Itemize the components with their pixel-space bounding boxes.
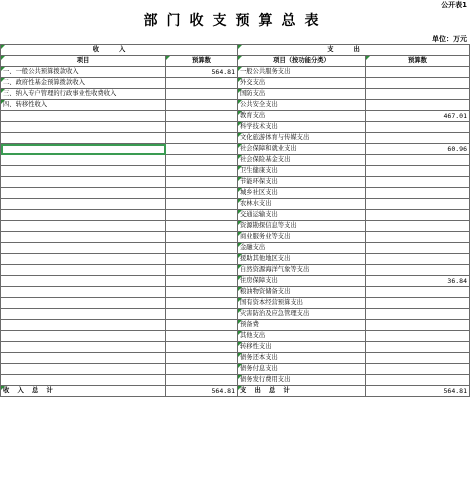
- income-budget-cell[interactable]: [166, 265, 238, 276]
- expense-budget-cell[interactable]: 467.01: [366, 111, 470, 122]
- expense-item-cell[interactable]: 资源勘探信息等支出: [238, 221, 366, 232]
- income-budget-cell[interactable]: [166, 309, 238, 320]
- expense-budget-cell[interactable]: [366, 78, 470, 89]
- expense-budget-header[interactable]: 预算数: [366, 56, 470, 67]
- expense-item-cell[interactable]: 一般公共服务支出: [238, 67, 366, 78]
- expense-budget-cell[interactable]: [366, 89, 470, 100]
- income-total-value[interactable]: 564.81: [166, 386, 238, 397]
- income-item-cell[interactable]: [1, 375, 166, 386]
- income-budget-cell[interactable]: [166, 342, 238, 353]
- income-budget-cell[interactable]: [166, 331, 238, 342]
- table-row: [1, 265, 470, 276]
- expense-budget-cell[interactable]: [366, 188, 470, 199]
- table-row: [1, 243, 470, 254]
- income-item-cell[interactable]: [1, 342, 166, 353]
- income-item-cell[interactable]: 四、转移性收入: [1, 100, 166, 111]
- expense-item-cell[interactable]: 金融支出: [238, 243, 366, 254]
- table-row: [1, 133, 470, 144]
- table-row: [1, 188, 470, 199]
- income-budget-cell[interactable]: [166, 177, 238, 188]
- expense-item-cell[interactable]: 住房保障支出: [238, 276, 366, 287]
- income-budget-cell[interactable]: [166, 375, 238, 386]
- income-budget-cell[interactable]: [166, 89, 238, 100]
- income-item-cell[interactable]: [1, 320, 166, 331]
- table-row: [1, 100, 470, 111]
- expense-item-cell[interactable]: 援助其他地区支出: [238, 254, 366, 265]
- income-budget-cell[interactable]: [166, 364, 238, 375]
- table-row: [1, 254, 470, 265]
- expense-item-cell[interactable]: 文化旅游体育与传媒支出: [238, 133, 366, 144]
- income-item-cell[interactable]: [1, 155, 166, 166]
- table-row: [1, 155, 470, 166]
- expense-item-cell[interactable]: 城乡社区支出: [238, 188, 366, 199]
- expense-total-value[interactable]: 564.81: [366, 386, 470, 397]
- table-row: [1, 166, 470, 177]
- expense-budget-cell[interactable]: [366, 331, 470, 342]
- table-row: [1, 375, 470, 386]
- income-item-cell[interactable]: [1, 265, 166, 276]
- income-item-cell[interactable]: [1, 254, 166, 265]
- table-row: [1, 210, 470, 221]
- totals-row: [1, 386, 470, 397]
- expense-budget-cell[interactable]: [366, 320, 470, 331]
- expense-budget-cell[interactable]: 60.96: [366, 144, 470, 155]
- table-row: [1, 276, 470, 287]
- income-item-cell[interactable]: [1, 298, 166, 309]
- expense-item-cell[interactable]: 灾害防治及应急管理支出: [238, 309, 366, 320]
- income-budget-cell[interactable]: [166, 243, 238, 254]
- income-total-label[interactable]: 收 入 总 计: [1, 386, 166, 397]
- table-row: [1, 309, 470, 320]
- expense-item-cell[interactable]: 其他支出: [238, 331, 366, 342]
- table-row: [1, 353, 470, 364]
- income-item-cell[interactable]: [1, 243, 166, 254]
- page-title: 部门收支预算总表: [143, 13, 328, 29]
- income-budget-cell[interactable]: [166, 144, 238, 155]
- expense-budget-cell[interactable]: [366, 133, 470, 144]
- expense-budget-cell[interactable]: [366, 287, 470, 298]
- income-budget-cell[interactable]: [166, 155, 238, 166]
- income-item-cell[interactable]: 二、政府性基金预算拨款收入: [1, 78, 166, 89]
- income-budget-cell[interactable]: [166, 353, 238, 364]
- income-budget-cell[interactable]: [166, 111, 238, 122]
- expense-budget-cell[interactable]: [366, 221, 470, 232]
- income-item-cell[interactable]: [1, 276, 166, 287]
- expense-budget-cell[interactable]: [366, 265, 470, 276]
- expense-section-header[interactable]: 支出: [238, 45, 470, 56]
- income-budget-cell[interactable]: [166, 210, 238, 221]
- income-item-cell[interactable]: [1, 232, 166, 243]
- income-budget-cell[interactable]: [166, 320, 238, 331]
- expense-item-cell[interactable]: 科学技术支出: [238, 122, 366, 133]
- expense-budget-cell[interactable]: [366, 254, 470, 265]
- income-item-cell[interactable]: [1, 166, 166, 177]
- income-budget-cell[interactable]: [166, 287, 238, 298]
- expense-budget-cell[interactable]: [366, 122, 470, 133]
- income-budget-cell[interactable]: [166, 298, 238, 309]
- table-row: [1, 320, 470, 331]
- table-number-tag: 公开表1: [441, 1, 467, 9]
- income-item-cell[interactable]: [1, 177, 166, 188]
- expense-item-cell[interactable]: 转移性支出: [238, 342, 366, 353]
- income-item-cell[interactable]: [1, 210, 166, 221]
- expense-budget-cell[interactable]: [366, 353, 470, 364]
- income-budget-cell[interactable]: [166, 188, 238, 199]
- budget-table: [0, 44, 470, 397]
- expense-item-cell[interactable]: 预备费: [238, 320, 366, 331]
- table-row: [1, 89, 470, 100]
- column-header-row: [1, 56, 470, 67]
- unit-label: 单位：万元: [432, 35, 467, 43]
- income-item-cell[interactable]: [1, 122, 166, 133]
- income-item-header[interactable]: 项目: [1, 56, 166, 67]
- income-budget-cell[interactable]: [166, 166, 238, 177]
- income-budget-cell[interactable]: [166, 78, 238, 89]
- expense-item-cell[interactable]: 国有资本经营预算支出: [238, 298, 366, 309]
- expense-budget-cell[interactable]: [366, 177, 470, 188]
- income-item-cell[interactable]: [1, 221, 166, 232]
- income-item-cell[interactable]: [1, 331, 166, 342]
- section-header-row: [1, 45, 470, 56]
- income-item-cell[interactable]: [1, 364, 166, 375]
- table-row: [1, 342, 470, 353]
- table-row: [1, 298, 470, 309]
- income-item-cell[interactable]: [1, 188, 166, 199]
- table-row: [1, 78, 470, 89]
- income-budget-cell[interactable]: [166, 100, 238, 111]
- income-item-cell[interactable]: 一、一般公共预算拨款收入: [1, 67, 166, 78]
- expense-item-header[interactable]: 项目（按功能分类）: [238, 56, 366, 67]
- table-row: [1, 221, 470, 232]
- expense-item-cell[interactable]: 自然资源海洋气象等支出: [238, 265, 366, 276]
- income-budget-header[interactable]: 预算数: [166, 56, 238, 67]
- expense-budget-cell[interactable]: [366, 100, 470, 111]
- table-row: [1, 67, 470, 78]
- expense-item-cell[interactable]: 农林水支出: [238, 199, 366, 210]
- expense-item-cell[interactable]: 商业服务业等支出: [238, 232, 366, 243]
- expense-item-cell[interactable]: 外交支出: [238, 78, 366, 89]
- expense-budget-cell[interactable]: [366, 67, 470, 78]
- income-item-cell[interactable]: [1, 133, 166, 144]
- income-item-cell[interactable]: [1, 287, 166, 298]
- income-item-cell[interactable]: [1, 199, 166, 210]
- expense-item-cell[interactable]: 公共安全支出: [238, 100, 366, 111]
- table-row: [1, 144, 470, 155]
- expense-budget-cell[interactable]: [366, 364, 470, 375]
- expense-budget-cell[interactable]: [366, 342, 470, 353]
- income-budget-cell[interactable]: 564.81: [166, 67, 238, 78]
- table-row: [1, 177, 470, 188]
- expense-budget-cell[interactable]: [366, 155, 470, 166]
- income-item-cell[interactable]: [1, 353, 166, 364]
- table-row: [1, 232, 470, 243]
- expense-item-cell[interactable]: 卫生健康支出: [238, 166, 366, 177]
- expense-budget-cell[interactable]: [366, 199, 470, 210]
- income-budget-cell[interactable]: [166, 133, 238, 144]
- expense-item-cell[interactable]: 债务付息支出: [238, 364, 366, 375]
- income-budget-cell[interactable]: [166, 221, 238, 232]
- table-row: [1, 287, 470, 298]
- expense-budget-cell[interactable]: [366, 243, 470, 254]
- expense-budget-cell[interactable]: [366, 375, 470, 386]
- income-budget-cell[interactable]: [166, 254, 238, 265]
- table-row: [1, 111, 470, 122]
- expense-item-cell[interactable]: 债务发行费用支出: [238, 375, 366, 386]
- expense-total-label[interactable]: 支 出 总 计: [238, 386, 366, 397]
- expense-budget-cell[interactable]: [366, 210, 470, 221]
- income-budget-cell[interactable]: [166, 232, 238, 243]
- table-row: [1, 364, 470, 375]
- income-budget-cell[interactable]: [166, 122, 238, 133]
- expense-item-cell[interactable]: 节能环保支出: [238, 177, 366, 188]
- income-item-cell[interactable]: [1, 111, 166, 122]
- expense-budget-cell[interactable]: 36.84: [366, 276, 470, 287]
- expense-item-cell[interactable]: 债务还本支出: [238, 353, 366, 364]
- table-row: [1, 122, 470, 133]
- income-budget-cell[interactable]: [166, 276, 238, 287]
- income-item-cell[interactable]: [1, 144, 166, 155]
- expense-item-cell[interactable]: 社会保险基金支出: [238, 155, 366, 166]
- income-item-cell[interactable]: [1, 309, 166, 320]
- table-row: [1, 199, 470, 210]
- expense-item-cell[interactable]: 教育支出: [238, 111, 366, 122]
- income-section-header[interactable]: 收入: [1, 45, 238, 56]
- expense-item-cell[interactable]: 交通运输支出: [238, 210, 366, 221]
- expense-budget-cell[interactable]: [366, 309, 470, 320]
- expense-budget-cell[interactable]: [366, 166, 470, 177]
- table-row: [1, 331, 470, 342]
- expense-budget-cell[interactable]: [366, 232, 470, 243]
- expense-item-cell[interactable]: 国防支出: [238, 89, 366, 100]
- income-item-cell[interactable]: 三、纳入专户管理的行政事业性收费收入: [1, 89, 166, 100]
- expense-budget-cell[interactable]: [366, 298, 470, 309]
- income-budget-cell[interactable]: [166, 199, 238, 210]
- expense-item-cell[interactable]: 粮油物资储备支出: [238, 287, 366, 298]
- expense-item-cell[interactable]: 社会保障和就业支出: [238, 144, 366, 155]
